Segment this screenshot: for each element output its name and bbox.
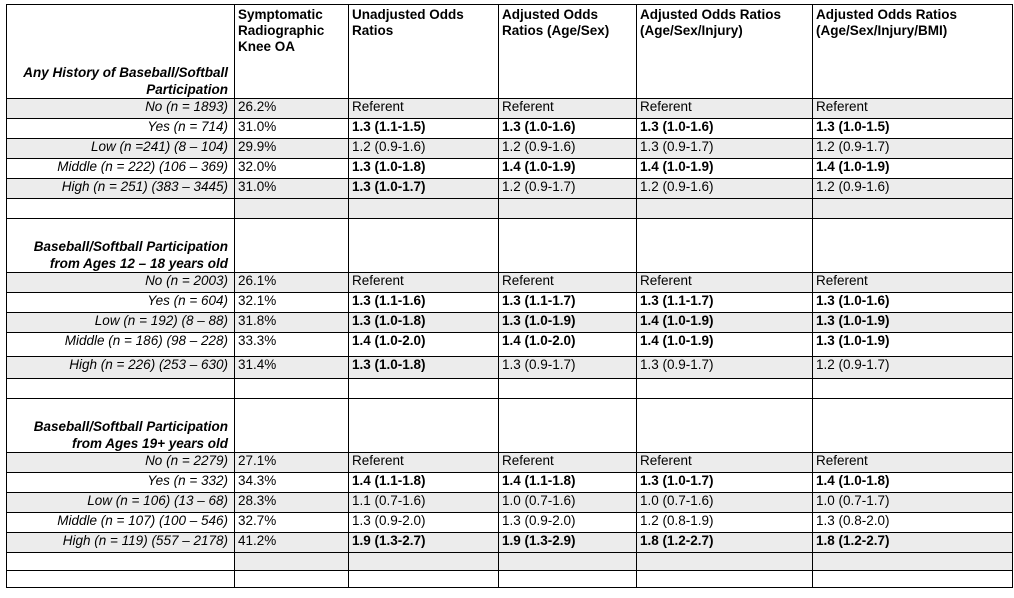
empty-cell [7, 379, 235, 399]
spacer-row [7, 199, 1013, 219]
empty-cell [349, 553, 499, 571]
odds-ratio-cell: Referent [813, 453, 1013, 473]
odds-ratio-cell: 1.3 (0.9-1.7) [637, 357, 813, 379]
empty-cell [499, 571, 637, 588]
header-adj-age-sex-injury: Adjusted Odds Ratios (Age/Sex/Injury) [637, 5, 813, 99]
odds-ratio-cell: Referent [637, 453, 813, 473]
row-label: Middle (n = 186) (98 – 228) [7, 333, 235, 357]
odds-ratio-cell: 1.3 (0.8-2.0) [813, 513, 1013, 533]
empty-cell [637, 379, 813, 399]
odds-ratio-cell: 1.3 (1.1-1.6) [349, 293, 499, 313]
odds-ratio-cell: 1.4 (1.0-1.9) [637, 159, 813, 179]
table-row [7, 159, 1013, 179]
odds-ratio-cell: Referent [499, 453, 637, 473]
odds-ratio-cell: 1.3 (1.0-1.9) [499, 313, 637, 333]
table-body [7, 5, 1013, 588]
header-adj-age-sex: Adjusted Odds Ratios (Age/Sex) [499, 5, 637, 99]
odds-ratio-cell: 1.4 (1.0-2.0) [499, 333, 637, 357]
odds-ratio-cell: 1.4 (1.1-1.8) [349, 473, 499, 493]
table-row [7, 533, 1013, 553]
odds-ratio-cell: Referent [349, 273, 499, 293]
row-label: High (n = 226) (253 – 630) [7, 357, 235, 379]
table-row [7, 493, 1013, 513]
odds-ratio-table [6, 4, 1013, 588]
odds-ratio-cell: 1.4 (1.0-2.0) [349, 333, 499, 357]
odds-ratio-cell: 1.4 (1.0-1.9) [499, 159, 637, 179]
row-label: Low (n = 192) (8 – 88) [7, 313, 235, 333]
spacer-row [7, 379, 1013, 399]
odds-ratio-cell: 1.3 (1.0-1.6) [813, 293, 1013, 313]
empty-cell [637, 553, 813, 571]
empty-cell [235, 553, 349, 571]
oa-percent: 32.7% [235, 513, 349, 533]
empty-cell [235, 379, 349, 399]
odds-ratio-cell: Referent [637, 99, 813, 119]
row-label: No (n = 1893) [7, 99, 235, 119]
table-row [7, 357, 1013, 379]
oa-percent: 31.0% [235, 179, 349, 199]
odds-ratio-cell: 1.3 (1.0-1.7) [349, 179, 499, 199]
odds-ratio-cell: 1.4 (1.0-1.8) [813, 473, 1013, 493]
row-label: High (n = 251) (383 – 3445) [7, 179, 235, 199]
odds-ratio-cell: 1.4 (1.0-1.9) [637, 333, 813, 357]
empty-cell [499, 379, 637, 399]
odds-ratio-cell: 1.3 (1.0-1.8) [349, 159, 499, 179]
odds-ratio-cell: 1.0 (0.7-1.6) [499, 493, 637, 513]
oa-percent: 33.3% [235, 333, 349, 357]
oa-percent: 31.4% [235, 357, 349, 379]
oa-percent: 31.0% [235, 119, 349, 139]
odds-ratio-cell: 1.3 (1.1-1.7) [637, 293, 813, 313]
odds-ratio-cell: 1.2 (0.9-1.7) [499, 179, 637, 199]
oa-percent: 28.3% [235, 493, 349, 513]
empty-cell [349, 379, 499, 399]
odds-ratio-cell: 1.3 (1.0-1.9) [813, 313, 1013, 333]
empty-cell [7, 199, 235, 219]
odds-ratio-cell: 1.8 (1.2-2.7) [813, 533, 1013, 553]
row-label: Middle (n = 107) (100 – 546) [7, 513, 235, 533]
row-label: Yes (n = 714) [7, 119, 235, 139]
header-row [7, 5, 1013, 99]
empty-cell [813, 379, 1013, 399]
empty-cell [235, 399, 349, 453]
row-label: Low (n = 106) (13 – 68) [7, 493, 235, 513]
empty-cell [637, 399, 813, 453]
row-label: No (n = 2279) [7, 453, 235, 473]
odds-ratio-cell: 1.2 (0.9-1.6) [813, 179, 1013, 199]
empty-cell [813, 399, 1013, 453]
spacer-row [7, 571, 1013, 588]
header-unadjusted: Unadjusted Odds Ratios [349, 5, 499, 99]
odds-ratio-cell: 1.4 (1.0-1.9) [637, 313, 813, 333]
empty-cell [349, 219, 499, 273]
table-row [7, 333, 1013, 357]
row-label: High (n = 119) (557 – 2178) [7, 533, 235, 553]
odds-ratio-cell: 1.2 (0.9-1.7) [813, 139, 1013, 159]
table-row [7, 179, 1013, 199]
odds-ratio-cell: 1.2 (0.9-1.7) [813, 357, 1013, 379]
odds-ratio-cell: 1.4 (1.1-1.8) [499, 473, 637, 493]
oa-percent: 29.9% [235, 139, 349, 159]
odds-ratio-cell: 1.3 (0.9-1.7) [637, 139, 813, 159]
table-row [7, 313, 1013, 333]
empty-cell [499, 199, 637, 219]
odds-ratio-cell: 1.3 (1.0-1.8) [349, 357, 499, 379]
empty-cell [637, 219, 813, 273]
table-row [7, 119, 1013, 139]
odds-ratio-cell: 1.1 (0.7-1.6) [349, 493, 499, 513]
oa-percent: 32.0% [235, 159, 349, 179]
odds-ratio-cell: 1.4 (1.0-1.9) [813, 159, 1013, 179]
empty-cell [235, 199, 349, 219]
empty-cell [349, 399, 499, 453]
odds-ratio-cell: 1.3 (1.0-1.7) [637, 473, 813, 493]
section-title-row [7, 399, 1013, 453]
odds-ratio-cell: 1.2 (0.9-1.6) [637, 179, 813, 199]
odds-ratio-cell: Referent [499, 273, 637, 293]
section-title-row [7, 219, 1013, 273]
empty-cell [7, 571, 235, 588]
spacer-row [7, 553, 1013, 571]
table-row [7, 273, 1013, 293]
oa-percent: 32.1% [235, 293, 349, 313]
oa-percent: 26.2% [235, 99, 349, 119]
row-label: Middle (n = 222) (106 – 369) [7, 159, 235, 179]
oa-percent: 34.3% [235, 473, 349, 493]
empty-cell [235, 219, 349, 273]
section-title: Any History of Baseball/Softball Participation [7, 5, 235, 99]
empty-cell [813, 571, 1013, 588]
odds-ratio-cell: 1.0 (0.7-1.7) [813, 493, 1013, 513]
odds-ratio-cell: 1.3 (1.0-1.8) [349, 313, 499, 333]
oa-percent: 41.2% [235, 533, 349, 553]
odds-ratio-cell: 1.2 (0.9-1.6) [349, 139, 499, 159]
row-label: Yes (n = 332) [7, 473, 235, 493]
row-label: No (n = 2003) [7, 273, 235, 293]
odds-ratio-cell: 1.3 (1.0-1.9) [813, 333, 1013, 357]
odds-ratio-cell: 1.3 (0.9-1.7) [499, 357, 637, 379]
empty-cell [7, 553, 235, 571]
odds-ratio-cell: 1.3 (0.9-2.0) [499, 513, 637, 533]
odds-ratio-cell: Referent [349, 453, 499, 473]
empty-cell [235, 571, 349, 588]
odds-ratio-cell: 1.0 (0.7-1.6) [637, 493, 813, 513]
table-row [7, 293, 1013, 313]
table-row [7, 513, 1013, 533]
table-row [7, 453, 1013, 473]
empty-cell [813, 219, 1013, 273]
oa-percent: 27.1% [235, 453, 349, 473]
empty-cell [637, 199, 813, 219]
odds-ratio-cell: 1.9 (1.3-2.7) [349, 533, 499, 553]
header-oa: Symptomatic Radiographic Knee OA [235, 5, 349, 99]
section-title: Baseball/Softball Participation from Ages 19+ years old [7, 399, 235, 453]
odds-ratio-cell: 1.3 (1.1-1.7) [499, 293, 637, 313]
section-title: Baseball/Softball Participation from Ages 12 – 18 years old [7, 219, 235, 273]
odds-ratio-cell: 1.2 (0.9-1.6) [499, 139, 637, 159]
empty-cell [499, 553, 637, 571]
odds-ratio-cell: 1.3 (0.9-2.0) [349, 513, 499, 533]
table-row [7, 473, 1013, 493]
odds-ratio-cell: 1.3 (1.0-1.6) [499, 119, 637, 139]
odds-ratio-cell: Referent [637, 273, 813, 293]
empty-cell [499, 399, 637, 453]
oa-percent: 31.8% [235, 313, 349, 333]
empty-cell [813, 199, 1013, 219]
empty-cell [349, 199, 499, 219]
odds-ratio-cell: 1.9 (1.3-2.9) [499, 533, 637, 553]
odds-ratio-cell: Referent [499, 99, 637, 119]
odds-ratio-cell: 1.3 (1.1-1.5) [349, 119, 499, 139]
odds-ratio-cell: Referent [349, 99, 499, 119]
empty-cell [349, 571, 499, 588]
row-label: Low (n =241) (8 – 104) [7, 139, 235, 159]
table-row [7, 139, 1013, 159]
header-adj-age-sex-injury-bmi: Adjusted Odds Ratios (Age/Sex/Injury/BMI) [813, 5, 1013, 99]
oa-percent: 26.1% [235, 273, 349, 293]
odds-ratio-cell: 1.3 (1.0-1.6) [637, 119, 813, 139]
empty-cell [499, 219, 637, 273]
odds-ratio-cell: 1.8 (1.2-2.7) [637, 533, 813, 553]
odds-ratio-cell: 1.3 (1.0-1.5) [813, 119, 1013, 139]
odds-ratio-cell: Referent [813, 99, 1013, 119]
row-label: Yes (n = 604) [7, 293, 235, 313]
odds-ratio-cell: 1.2 (0.8-1.9) [637, 513, 813, 533]
empty-cell [637, 571, 813, 588]
odds-ratio-cell: Referent [813, 273, 1013, 293]
empty-cell [813, 553, 1013, 571]
table-row [7, 99, 1013, 119]
